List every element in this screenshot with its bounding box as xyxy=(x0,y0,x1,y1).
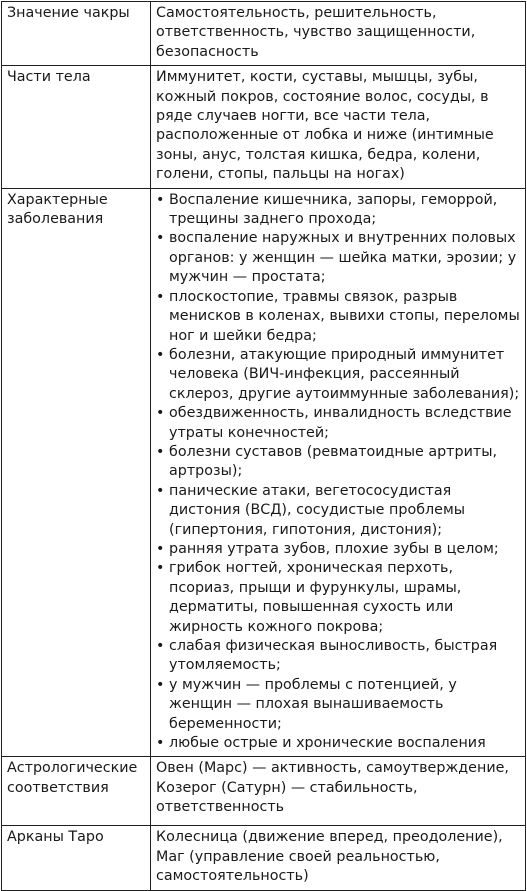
row-label: Части тела xyxy=(2,66,151,188)
row-label: Значение чакры xyxy=(2,2,151,66)
list-item: • обездвиженность, инвалидность вследствие утраты конечностей; xyxy=(156,404,521,443)
list-item: • Воспаление кишечника, запоры, геморрой, трещины заднего прохода; xyxy=(156,191,521,230)
row-value xyxy=(151,188,526,757)
list-item: • грибок ногтей, хроническая перхоть, псориаз, прыщи и фурункулы, шрамы, дерматиты, повышенная сухость или жирность кожного покрова; xyxy=(156,559,521,637)
list-item: • у мужчин — проблемы с потенцией, у женщин — плохая вынашиваемость беременности; xyxy=(156,676,521,734)
list-item: • панические атаки, вегетососудистая дистония (ВСД), сосудистые проблемы (гипертония, гипотония, дистония); xyxy=(156,482,521,540)
table-row xyxy=(2,757,526,826)
row-text: Колесница (движение вперед, преодоление), Маг (управление своей реальностью, самостоятельность) xyxy=(156,829,503,885)
table-row xyxy=(2,2,526,66)
row-label: Астрологические соответствия xyxy=(2,757,151,826)
row-text: Овен (Марс) — активность, самоутверждение, Козерог (Сатурн) — стабильность, ответственность xyxy=(156,760,509,816)
row-value xyxy=(151,2,526,66)
row-text: Иммунитет, кости, суставы, мышцы, зубы, кожный покров, состояние волос, сосуды, в ряде случаев ногти, все части тела, расположенные от лобка и ниже (интимные зоны, анус, толстая кишка, бедра, колени, голени, стопы, пальцы на ногах) xyxy=(156,69,494,183)
table-row xyxy=(2,826,526,891)
list-item: • слабая физическая выносливость, быстрая утомляемость; xyxy=(156,637,521,676)
table-row xyxy=(2,66,526,188)
row-value xyxy=(151,826,526,891)
list-item: • воспаление наружных и внутренних половых органов: у женщин — шейка матки, эрозии; у мужчин — простата; xyxy=(156,229,521,287)
list-item: • любые острые и хронические воспаления xyxy=(156,734,521,753)
row-value xyxy=(151,66,526,188)
list-item: • ранняя утрата зубов, плохие зубы в целом; xyxy=(156,540,521,559)
row-label: Арканы Таро xyxy=(2,826,151,891)
list-item: • плоскостопие, травмы связок, разрыв менисков в коленах, вывихи стопы, переломы ног и шейки бедра; xyxy=(156,288,521,346)
table-row xyxy=(2,188,526,757)
chakra-table xyxy=(1,1,526,891)
list-item: • болезни, атакующие природный иммунитет человека (ВИЧ-инфекция, рассеянный склероз, другие аутоиммунные заболевания); xyxy=(156,346,521,404)
row-label: Характерные заболевания xyxy=(2,188,151,757)
disease-list xyxy=(156,191,521,754)
row-value xyxy=(151,757,526,826)
row-text: Самостоятельность, решительность, ответственность, чувство защищенности, безопасность xyxy=(156,5,476,60)
list-item: • болезни суставов (ревматоидные артриты, артрозы); xyxy=(156,443,521,482)
